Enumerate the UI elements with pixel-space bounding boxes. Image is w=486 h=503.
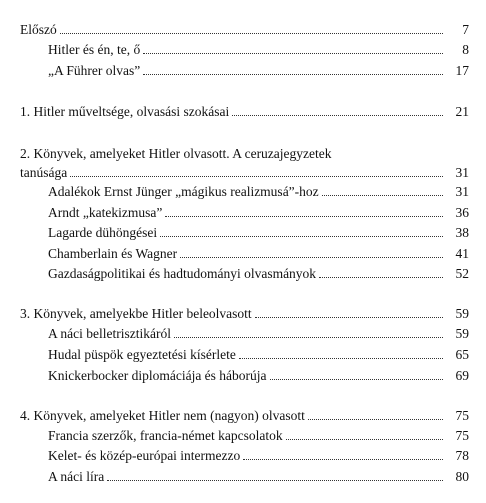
- dot-leader: [239, 358, 443, 359]
- toc-entry-page: 17: [455, 63, 469, 78]
- dot-leader: [308, 419, 443, 420]
- toc-entry-chapter-4-sub2: [48, 447, 469, 465]
- toc-entry-chapter-1: [20, 103, 469, 121]
- toc-entry-label: Gazdaságpolitikai és hadtudományi olvasmányok: [48, 266, 317, 281]
- toc-entry-label: Adalékok Ernst Jünger „mágikus realizmusá”-hoz: [48, 184, 319, 199]
- toc-entry-chapter-2: [20, 164, 469, 182]
- toc-entry-page: 31: [455, 165, 469, 180]
- dot-leader: [107, 480, 443, 481]
- dot-leader: [165, 216, 443, 217]
- dot-leader: [60, 33, 443, 34]
- toc-entry-intro-sub2: [48, 62, 469, 80]
- toc-entry-chapter-2-sub5: [48, 265, 469, 283]
- toc-entry-label: 4. Könyvek, amelyeket Hitler nem (nagyon) olvasott: [20, 408, 305, 423]
- toc-entry-page: 21: [455, 104, 469, 119]
- toc-entry-label: A náci líra: [48, 469, 105, 484]
- toc-entry-page: 65: [455, 347, 469, 362]
- toc-entry-page: 41: [455, 246, 469, 261]
- toc-entry-label: tanúsága: [20, 165, 68, 180]
- toc-entry-label: Knickerbocker diplomáciája és háborúja: [48, 368, 267, 383]
- toc-entry-page: 69: [455, 368, 469, 383]
- toc-entry-label: Chamberlain és Wagner: [48, 246, 178, 261]
- toc-entry-chapter-3: [20, 305, 469, 323]
- dot-leader: [286, 439, 443, 440]
- toc-entry-chapter-2-sub4: [48, 245, 469, 263]
- toc-entry-page: 59: [455, 306, 469, 321]
- toc-entry-chapter-3-sub3: [48, 367, 469, 385]
- toc-entry-page: 38: [455, 225, 469, 240]
- toc-entry-label: Előszó: [20, 22, 57, 37]
- toc-entry-label: Hitler és én, te, ő: [48, 42, 141, 57]
- toc-entry-page: 31: [455, 184, 469, 199]
- toc-entry-chapter-4-sub3: [48, 468, 469, 486]
- toc-entry-page: 52: [455, 266, 469, 281]
- toc-entry-page: 75: [455, 428, 469, 443]
- toc-entry-chapter-2-title: 2. Könyvek, amelyeket Hitler olvasott. A ceruzajegyzetek: [20, 146, 332, 161]
- toc-entry-page: 7: [462, 22, 469, 37]
- dot-leader: [180, 257, 443, 258]
- dot-leader: [160, 236, 443, 237]
- toc-entry-label: Francia szerzők, francia-német kapcsolatok: [48, 428, 283, 443]
- toc-entry-label: „A Führer olvas”: [48, 63, 141, 78]
- toc-entry-chapter-4-sub1: [48, 427, 469, 445]
- toc-entry-page: 59: [455, 326, 469, 341]
- toc-entry-intro-sub1: [48, 41, 469, 59]
- toc-entry-chapter-2-sub2: [48, 204, 469, 222]
- dot-leader: [70, 176, 443, 177]
- toc-entry-chapter-2-sub1: [48, 183, 469, 201]
- toc-entry-chapter-3-sub1: [48, 325, 469, 343]
- dot-leader: [319, 277, 443, 278]
- toc-entry-label: A náci belletrisztikáról: [48, 326, 171, 341]
- toc-entry-label: Arndt „katekizmusa”: [48, 205, 163, 220]
- toc-entry-chapter-2-sub3: [48, 224, 469, 242]
- toc-entry-page: 80: [455, 469, 469, 484]
- toc-entry-label: Lagarde dühöngései: [48, 225, 158, 240]
- toc-entry-label: 3. Könyvek, amelyekbe Hitler beleolvasott: [20, 306, 252, 321]
- dot-leader: [174, 337, 443, 338]
- dot-leader: [255, 317, 443, 318]
- toc-entry-intro: [20, 21, 469, 39]
- toc-entry-label: 1. Hitler műveltsége, olvasási szokásai: [20, 104, 230, 119]
- dot-leader: [232, 115, 443, 116]
- toc-entry-page: 36: [455, 205, 469, 220]
- toc-entry-label: Kelet- és közép-európai intermezzo: [48, 448, 241, 463]
- toc-entry-page: 8: [462, 42, 469, 57]
- dot-leader: [322, 195, 443, 196]
- toc-entry-chapter-4: [20, 407, 469, 425]
- dot-leader: [243, 459, 443, 460]
- toc-entry-page: 78: [455, 448, 469, 463]
- toc-entry-label: Hudal püspök egyeztetési kísérlete: [48, 347, 236, 362]
- dot-leader: [143, 74, 443, 75]
- dot-leader: [270, 379, 443, 380]
- toc-entry-chapter-3-sub2: [48, 346, 469, 364]
- toc-entry-page: 75: [455, 408, 469, 423]
- dot-leader: [143, 53, 443, 54]
